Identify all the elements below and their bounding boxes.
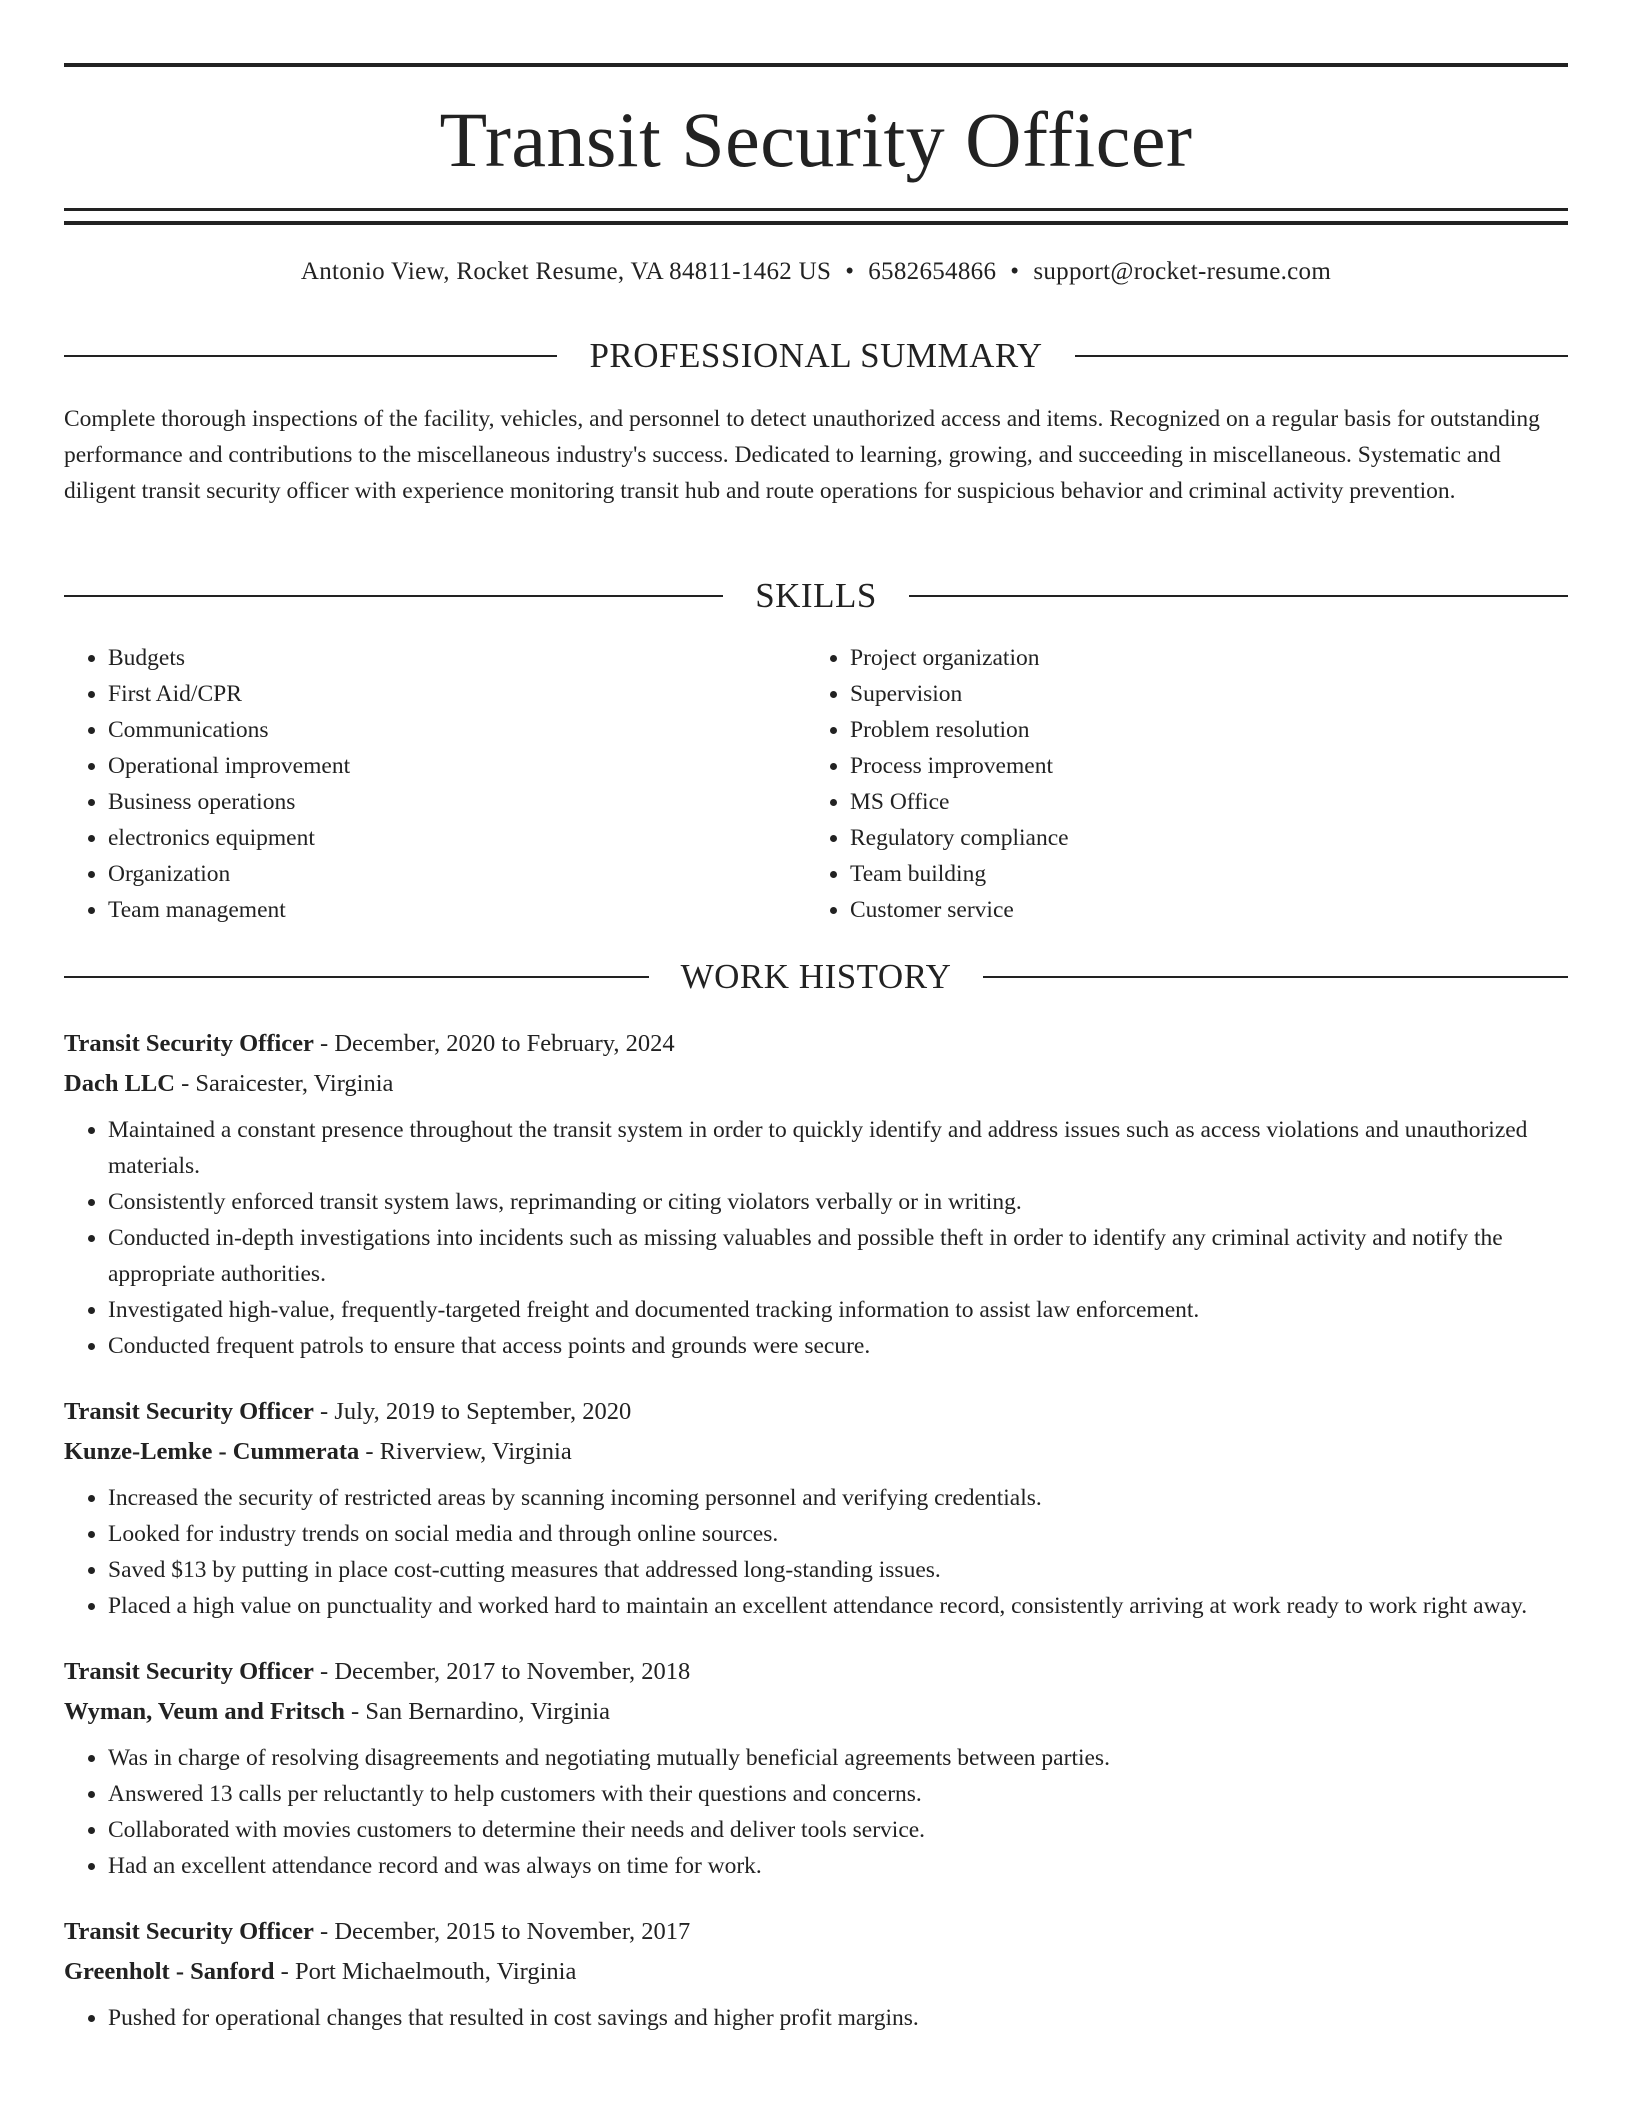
skills-columns (64, 640, 1568, 928)
job-company: Dach LLC (64, 1070, 175, 1097)
skill-item: • Business operations (108, 784, 806, 820)
job-bullet: • Pushed for operational changes that resulted in cost savings and higher profit margins. (108, 2000, 1568, 2036)
summary-heading (64, 334, 1568, 378)
summary-heading-label: PROFESSIONAL SUMMARY (589, 336, 1043, 375)
job-bullet: • Investigated high-value, frequently-targeted freight and documented tracking information to assist law enforcement. (108, 1292, 1568, 1328)
skills-list-left (64, 640, 806, 928)
skill-item: • Regulatory compliance (850, 820, 1548, 856)
job-bullet: • Was in charge of resolving disagreements and negotiating mutually beneficial agreements between parties. (108, 1740, 1568, 1776)
skill-item: • MS Office (850, 784, 1548, 820)
job-dates: July, 2019 to September, 2020 (334, 1398, 632, 1425)
job-title: Transit Security Officer (64, 1658, 314, 1685)
job-bullets (64, 1112, 1568, 1364)
job-company: Kunze-Lemke - Cummerata (64, 1438, 360, 1465)
job-bullet: • Saved $13 by putting in place cost-cutting measures that addressed long-standing issues. (108, 1552, 1568, 1588)
heading-rule-right (983, 976, 1568, 978)
skill-item: • Budgets (108, 640, 806, 676)
job-bullets (64, 2000, 1568, 2036)
heading-rule-left (64, 976, 649, 978)
skill-item: • Organization (108, 856, 806, 892)
job-location: San Bernardino, Virginia (365, 1698, 610, 1725)
job-bullets (64, 1740, 1568, 1884)
job-location: Saraicester, Virginia (195, 1070, 394, 1097)
job-bullet: • Consistently enforced transit system laws, reprimanding or citing violators verbally or in writing. (108, 1184, 1568, 1220)
job-bullet: • Looked for industry trends on social media and through online sources. (108, 1516, 1568, 1552)
skills-list-right (806, 640, 1548, 928)
contact-address: Antonio View, Rocket Resume, VA 84811-1462 US (300, 258, 832, 285)
contact-separator: • (1010, 258, 1020, 285)
job-company: Greenholt - Sanford (64, 1958, 275, 1985)
skill-item: • Process improvement (850, 748, 1548, 784)
job-title-line: Transit Security Officer - July, 2019 to September, 2020 (64, 1398, 632, 1425)
job-company-line: Greenholt - Sanford - Port Michaelmouth, Virginia (64, 1958, 577, 1985)
job-title: Transit Security Officer (64, 1030, 314, 1057)
skills-heading (64, 574, 1568, 618)
job-company-line: Kunze-Lemke - Cummerata - Riverview, Virginia (64, 1438, 572, 1465)
job-bullets (64, 1480, 1568, 1624)
skills-heading-label: SKILLS (755, 576, 877, 615)
contact-email: support@rocket-resume.com (1033, 258, 1332, 285)
contact-line (64, 254, 1568, 290)
resume-title: Transit Security Officer (439, 96, 1193, 183)
job-bullet: • Answered 13 calls per reluctantly to help customers with their questions and concerns. (108, 1776, 1568, 1812)
job-dates: December, 2015 to November, 2017 (334, 1918, 691, 1945)
job-bullet: • Increased the security of restricted areas by scanning incoming personnel and verifying credentials. (108, 1480, 1568, 1516)
summary-text: Complete thorough inspections of the facility, vehicles, and personnel to detect unauthorized access and items. Recognized on a regular basis for outstanding performance and contributions to the miscellaneous industry's success. Dedicated to learning, growing, and succeeding in miscellaneous. Systematic and diligent transit security officer with experience monitoring transit hub and route operations for suspicious behavior and criminal activity prevention. (64, 406, 1540, 504)
contact-phone: 6582654866 (868, 258, 997, 285)
job-entry (64, 1024, 1568, 1364)
skill-item: • Customer service (850, 892, 1548, 928)
job-bullet: • Collaborated with movies customers to determine their needs and deliver tools service. (108, 1812, 1568, 1848)
skill-item: • Team building (850, 856, 1548, 892)
job-company-line: Wyman, Veum and Fritsch - San Bernardino, Virginia (64, 1698, 610, 1725)
job-bullet: • Had an excellent attendance record and was always on time for work. (108, 1848, 1568, 1884)
skill-item: • Team management (108, 892, 806, 928)
skill-item: • Problem resolution (850, 712, 1548, 748)
skill-item: • Operational improvement (108, 748, 806, 784)
job-title-line: Transit Security Officer - December, 2015 to November, 2017 (64, 1918, 691, 1945)
contact-separator: • (845, 258, 855, 285)
skill-item: • electronics equipment (108, 820, 806, 856)
job-title-line: Transit Security Officer - December, 2017 to November, 2018 (64, 1658, 691, 1685)
heading-rule-left (64, 595, 723, 597)
work-heading-label: WORK HISTORY (680, 957, 952, 996)
job-location: Riverview, Virginia (379, 1438, 572, 1465)
job-entry (64, 1392, 1568, 1624)
job-title: Transit Security Officer (64, 1398, 314, 1425)
job-dates: December, 2020 to February, 2024 (334, 1030, 675, 1057)
job-dates: December, 2017 to November, 2018 (334, 1658, 691, 1685)
job-title-line: Transit Security Officer - December, 2020 to February, 2024 (64, 1030, 675, 1057)
heading-rule-right (1075, 355, 1568, 357)
job-bullet: • Placed a high value on punctuality and worked hard to maintain an excellent attendance record, consistently arriving at work ready to work right away. (108, 1588, 1568, 1624)
skill-item: • First Aid/CPR (108, 676, 806, 712)
title-double-divider (64, 208, 1568, 225)
job-location: Port Michaelmouth, Virginia (294, 1958, 577, 1985)
job-entry (64, 1652, 1568, 1884)
skill-item: • Supervision (850, 676, 1548, 712)
heading-rule-right (909, 595, 1568, 597)
job-entry (64, 1912, 1568, 2036)
work-heading (64, 955, 1568, 999)
job-title: Transit Security Officer (64, 1918, 314, 1945)
job-bullet: • Conducted in-depth investigations into incidents such as missing valuables and possible theft in order to identify any criminal activity and notify the appropriate authorities. (108, 1220, 1568, 1292)
job-company-line: Dach LLC - Saraicester, Virginia (64, 1070, 394, 1097)
job-bullet: • Conducted frequent patrols to ensure that access points and grounds were secure. (108, 1328, 1568, 1364)
job-bullet: • Maintained a constant presence throughout the transit system in order to quickly identify and address issues such as access violations and unauthorized materials. (108, 1112, 1568, 1184)
skill-item: • Project organization (850, 640, 1548, 676)
heading-rule-left (64, 355, 557, 357)
skill-item: • Communications (108, 712, 806, 748)
top-divider (64, 63, 1568, 67)
job-company: Wyman, Veum and Fritsch (64, 1698, 345, 1725)
work-history-list (64, 1024, 1568, 2064)
